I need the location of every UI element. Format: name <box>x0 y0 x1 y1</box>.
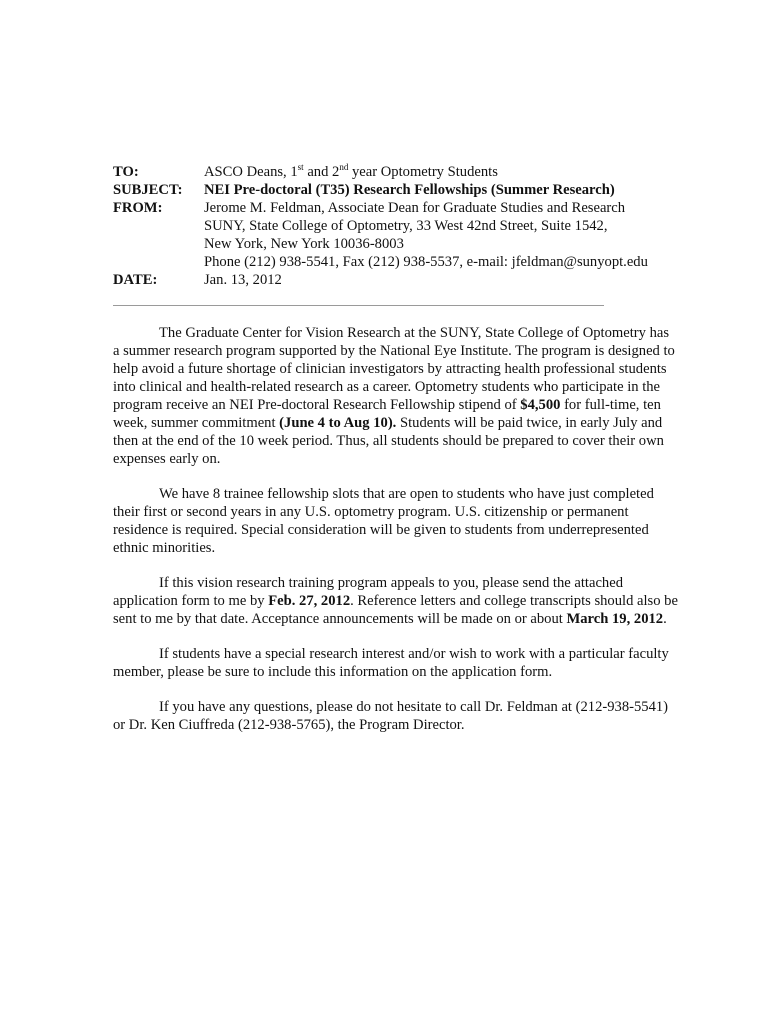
p1-line-1: The Graduate Center for Vision Research at the SUNY, State College of Optometry has <box>159 325 670 341</box>
memo-from-label: FROM: <box>113 200 163 216</box>
p2-line-1: We have 8 trainee fellowship slots that are open to students who have just completed <box>159 486 654 502</box>
to-text-3: year Optometry Students <box>348 164 498 180</box>
paragraph-5 <box>113 698 703 734</box>
p2-line-2: their first or second years in any U.S. optometry program. U.S. citizenship or permanent <box>113 504 629 520</box>
memo-date-value: Jan. 13, 2012 <box>204 272 282 288</box>
p1-line-8: expenses early on. <box>113 451 221 467</box>
p3-line-3-text-a: sent to me by that date. Acceptance announcements will be made on or about <box>113 611 567 627</box>
p1-line-2: a summer research program supported by the National Eye Institute. The program is designed to <box>113 343 675 359</box>
from-line-2: SUNY, State College of Optometry, 33 West 42nd Street, Suite 1542, <box>204 218 608 234</box>
from-line-4: Phone (212) 938-5541, Fax (212) 938-5537, e-mail: jfeldman@sunyopt.edu <box>204 254 648 270</box>
p3-line-2-text-c: . Reference letters and college transcripts should also be <box>350 593 678 609</box>
to-sup-1: st <box>297 162 304 173</box>
memo-date-row <box>113 271 683 289</box>
paragraph-2 <box>113 485 703 557</box>
to-sup-2: nd <box>339 162 349 173</box>
p1-line-5 <box>113 396 703 414</box>
letter-body <box>113 324 703 751</box>
from-line-3: New York, New York 10036-8003 <box>204 236 404 252</box>
p3-line-3-text-c: . <box>663 611 667 627</box>
memo-from-value <box>204 199 683 271</box>
memo-date-label: DATE: <box>113 272 158 288</box>
memo-to-label: TO: <box>113 164 139 180</box>
memo-from-row <box>113 199 683 271</box>
paragraph-4 <box>113 645 703 681</box>
stipend-amount: $4,500 <box>520 397 561 413</box>
p5-line-1: If you have any questions, please do not hesitate to call Dr. Feldman at (212-938-5541) <box>159 699 669 715</box>
to-text-1: ASCO Deans, 1 <box>204 164 298 180</box>
p4-line-2: member, please be sure to include this information on the application form. <box>113 664 553 680</box>
p1-line-5-text-c: for full-time, ten <box>560 397 661 413</box>
announcement-date: March 19, 2012 <box>566 611 664 627</box>
memo-to-row <box>113 163 683 181</box>
p3-line-2-text-a: application form to me by <box>113 593 269 609</box>
p1-line-3: help avoid a future shortage of clinician investigators by attracting health professional students <box>113 361 667 377</box>
p2-line-3: residence is required. Special consideration will be given to students from underrepresented <box>113 522 649 538</box>
p1-line-6-text-a: week, summer commitment <box>113 415 280 431</box>
p3-line-3 <box>113 610 703 628</box>
p4-line-1: If students have a special research interest and/or wish to work with a particular faculty <box>159 646 669 662</box>
p3-line-1: If this vision research training program appeals to you, please send the attached <box>159 575 624 591</box>
from-line-1: Jerome M. Feldman, Associate Dean for Graduate Studies and Research <box>204 200 626 216</box>
p1-line-4: into clinical and health-related research as a career. Optometry students who participate in the <box>113 379 661 395</box>
p1-line-5-text-a: program receive an NEI Pre-doctoral Research Fellowship stipend of <box>113 397 521 413</box>
paragraph-3 <box>113 574 703 628</box>
p1-line-7: then at the end of the 10 week period. Thus, all students should be prepared to cover their own <box>113 433 664 449</box>
application-deadline: Feb. 27, 2012 <box>268 593 351 609</box>
memo-subject-label: SUBJECT: <box>113 182 183 198</box>
to-text-2: and 2 <box>303 164 340 180</box>
p2-line-4: ethnic minorities. <box>113 540 216 556</box>
p3-line-2 <box>113 592 703 610</box>
p5-line-2: or Dr. Ken Ciuffreda (212-938-5765), the Program Director. <box>113 717 465 733</box>
p1-line-6-text-c: Students will be paid twice, in early July and <box>396 415 663 431</box>
program-dates: (June 4 to Aug 10). <box>279 415 397 431</box>
memo-header <box>113 163 683 289</box>
memo-to-value <box>204 163 683 181</box>
p1-line-6 <box>113 414 703 432</box>
memo-subject-row <box>113 181 683 199</box>
paragraph-1 <box>113 324 703 468</box>
memo-subject-value: NEI Pre-doctoral (T35) Research Fellowships (Summer Research) <box>204 182 615 198</box>
header-divider <box>113 305 604 306</box>
